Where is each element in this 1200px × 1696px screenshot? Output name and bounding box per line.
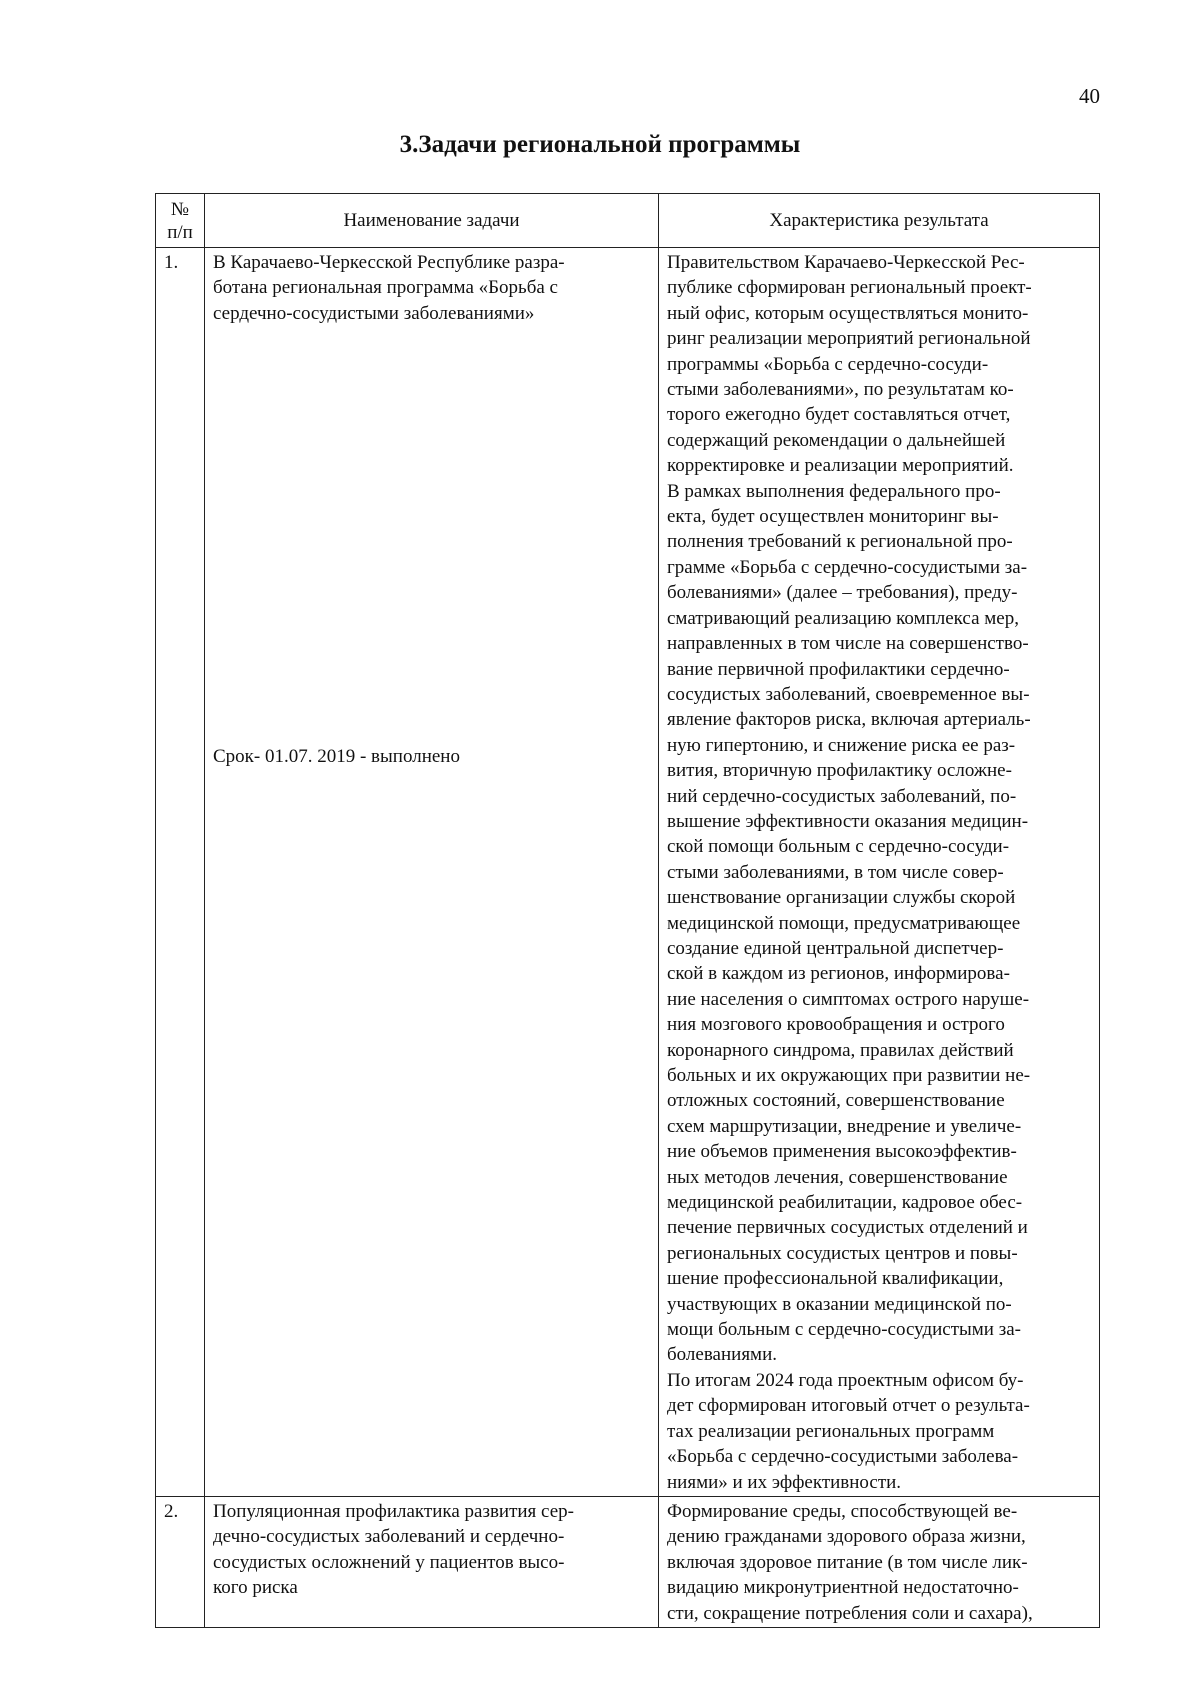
result-line: вышение эффективности оказания медицин- bbox=[667, 810, 1029, 832]
result-line: участвующих в оказании медицинской по- bbox=[667, 1293, 1012, 1315]
result-line: болеваниями. bbox=[667, 1344, 778, 1366]
result-line: тах реализации региональных программ bbox=[667, 1420, 995, 1442]
result-line: стыми заболеваниями», по результатам ко- bbox=[667, 379, 1014, 401]
task-line: Популяционная профилактика развития сер- bbox=[213, 1500, 574, 1522]
result-line: создание единой центральной диспетчер- bbox=[667, 937, 1004, 959]
result-line: мощи больным с сердечно-сосудистыми за- bbox=[667, 1319, 1021, 1341]
result-line: содержащий рекомендации о дальнейшей bbox=[667, 429, 1006, 451]
task-line: В Карачаево-Черкесской Республике разра- bbox=[213, 252, 565, 273]
task-cell bbox=[205, 1496, 659, 1627]
result-line: дет сформирован итоговый отчет о результа- bbox=[667, 1395, 1030, 1417]
result-line: направленных в том числе на совершенство- bbox=[667, 633, 1029, 655]
task-line: кого риска bbox=[213, 1577, 298, 1599]
result-line: публике сформирован региональный проект- bbox=[667, 277, 1032, 299]
result-line: медицинской реабилитации, кадровое обес- bbox=[667, 1192, 1023, 1214]
header-number-symbol: № bbox=[170, 198, 190, 220]
header-result: Характеристика результата bbox=[659, 194, 1100, 248]
result-line: ную гипертонию, и снижение риска ее раз- bbox=[667, 734, 1016, 756]
header-number-abbrev: п/п bbox=[167, 221, 193, 243]
task-deadline: Срок- 01.07. 2019 - выполнено bbox=[213, 746, 460, 768]
result-line: больных и их окружающих при развитии не- bbox=[667, 1065, 1031, 1086]
result-line: ской в каждом из регионов, информирова- bbox=[667, 963, 1010, 985]
result-line: шенствование организации службы скорой bbox=[667, 887, 1016, 909]
result-cell bbox=[659, 248, 1100, 1497]
result-line: явление факторов риска, включая артериаль- bbox=[667, 709, 1031, 731]
result-line: В рамках выполнения федерального про- bbox=[667, 480, 1001, 502]
result-line: ние объемов применения высокоэффектив- bbox=[667, 1141, 1017, 1163]
row-number: 2. bbox=[156, 1496, 205, 1627]
result-line: сосудистых заболеваний, своевременное вы- bbox=[667, 683, 1030, 705]
table-header-row bbox=[156, 194, 1100, 248]
result-line: Правительством Карачаево-Черкесской Рес- bbox=[667, 252, 1025, 273]
row-number: 1. bbox=[156, 248, 205, 1497]
result-line: ниями» и их эффективности. bbox=[667, 1471, 902, 1493]
result-line: печение первичных сосудистых отделений и bbox=[667, 1217, 1028, 1239]
task-line: сосудистых осложнений у пациентов высо- bbox=[213, 1551, 565, 1573]
task-line: дечно-сосудистых заболеваний и сердечно- bbox=[213, 1526, 565, 1548]
result-line: включая здоровое питание (в том числе лик- bbox=[667, 1551, 1028, 1573]
result-line: вание первичной профилактики сердечно- bbox=[667, 658, 1010, 680]
result-line: ных методов лечения, совершенствование bbox=[667, 1166, 1008, 1188]
result-line: ний сердечно-сосудистых заболеваний, по- bbox=[667, 785, 1017, 807]
task-line: сердечно-сосудистыми заболеваниями» bbox=[213, 302, 535, 324]
result-line: стыми заболеваниями, в том числе совер- bbox=[667, 861, 1004, 883]
result-line: ние населения о симптомах острого наруше- bbox=[667, 988, 1030, 1010]
result-line: По итогам 2024 года проектным офисом бу- bbox=[667, 1369, 1024, 1391]
result-line: «Борьба с сердечно-сосудистыми заболева- bbox=[667, 1446, 1019, 1468]
task-cell bbox=[205, 248, 659, 1497]
result-line: Формирование среды, способствующей ве- bbox=[667, 1500, 1018, 1522]
result-line: сматривающий реализацию комплекса мер, bbox=[667, 607, 1019, 629]
result-line: корректировке и реализации мероприятий. bbox=[667, 455, 1014, 477]
result-line: торого ежегодно будет составляться отчет, bbox=[667, 404, 1011, 426]
result-line: ринг реализации мероприятий региональной bbox=[667, 328, 1031, 350]
result-line: болеваниями» (далее – требования), преду- bbox=[667, 582, 1018, 604]
page-number: 40 bbox=[1079, 84, 1100, 108]
table-row bbox=[156, 248, 1100, 1497]
result-line: екта, будет осуществлен мониторинг вы- bbox=[667, 506, 999, 528]
result-line: региональных сосудистых центров и повы- bbox=[667, 1242, 1018, 1264]
result-line: медицинской помощи, предусматривающее bbox=[667, 912, 1021, 934]
result-line: видацию микронутриентной недостаточно- bbox=[667, 1577, 1019, 1599]
tasks-table bbox=[155, 193, 1100, 1628]
result-line: коронарного синдрома, правилах действий bbox=[667, 1039, 1014, 1061]
result-line: полнения требований к региональной про- bbox=[667, 531, 1013, 553]
result-line: отложных состояний, совершенствование bbox=[667, 1090, 1005, 1112]
result-line: шение профессиональной квалификации, bbox=[667, 1268, 1004, 1290]
result-line: ской помощи больным с сердечно-сосуди- bbox=[667, 836, 1010, 858]
result-line: сти, сокращение потребления соли и сахара), bbox=[667, 1602, 1033, 1624]
result-line: грамме «Борьба с сердечно-сосудистыми за- bbox=[667, 556, 1028, 578]
task-line: ботана региональная программа «Борьба с bbox=[213, 277, 558, 299]
result-line: ный офис, которым осуществляться монито- bbox=[667, 302, 1029, 324]
result-line: схем маршрутизации, внедрение и увеличе- bbox=[667, 1115, 1022, 1137]
table-row bbox=[156, 1496, 1100, 1627]
page-title: 3.Задачи региональной программы bbox=[399, 131, 801, 158]
result-line: программы «Борьба с сердечно-сосуди- bbox=[667, 353, 989, 375]
result-line: вития, вторичную профилактику осложне- bbox=[667, 760, 1012, 782]
header-task-name: Наименование задачи bbox=[205, 194, 659, 248]
result-line: ния мозгового кровообращения и острого bbox=[667, 1014, 1005, 1036]
result-cell bbox=[659, 1496, 1100, 1627]
header-number bbox=[156, 194, 205, 248]
result-line: дению гражданами здорового образа жизни, bbox=[667, 1526, 1026, 1548]
